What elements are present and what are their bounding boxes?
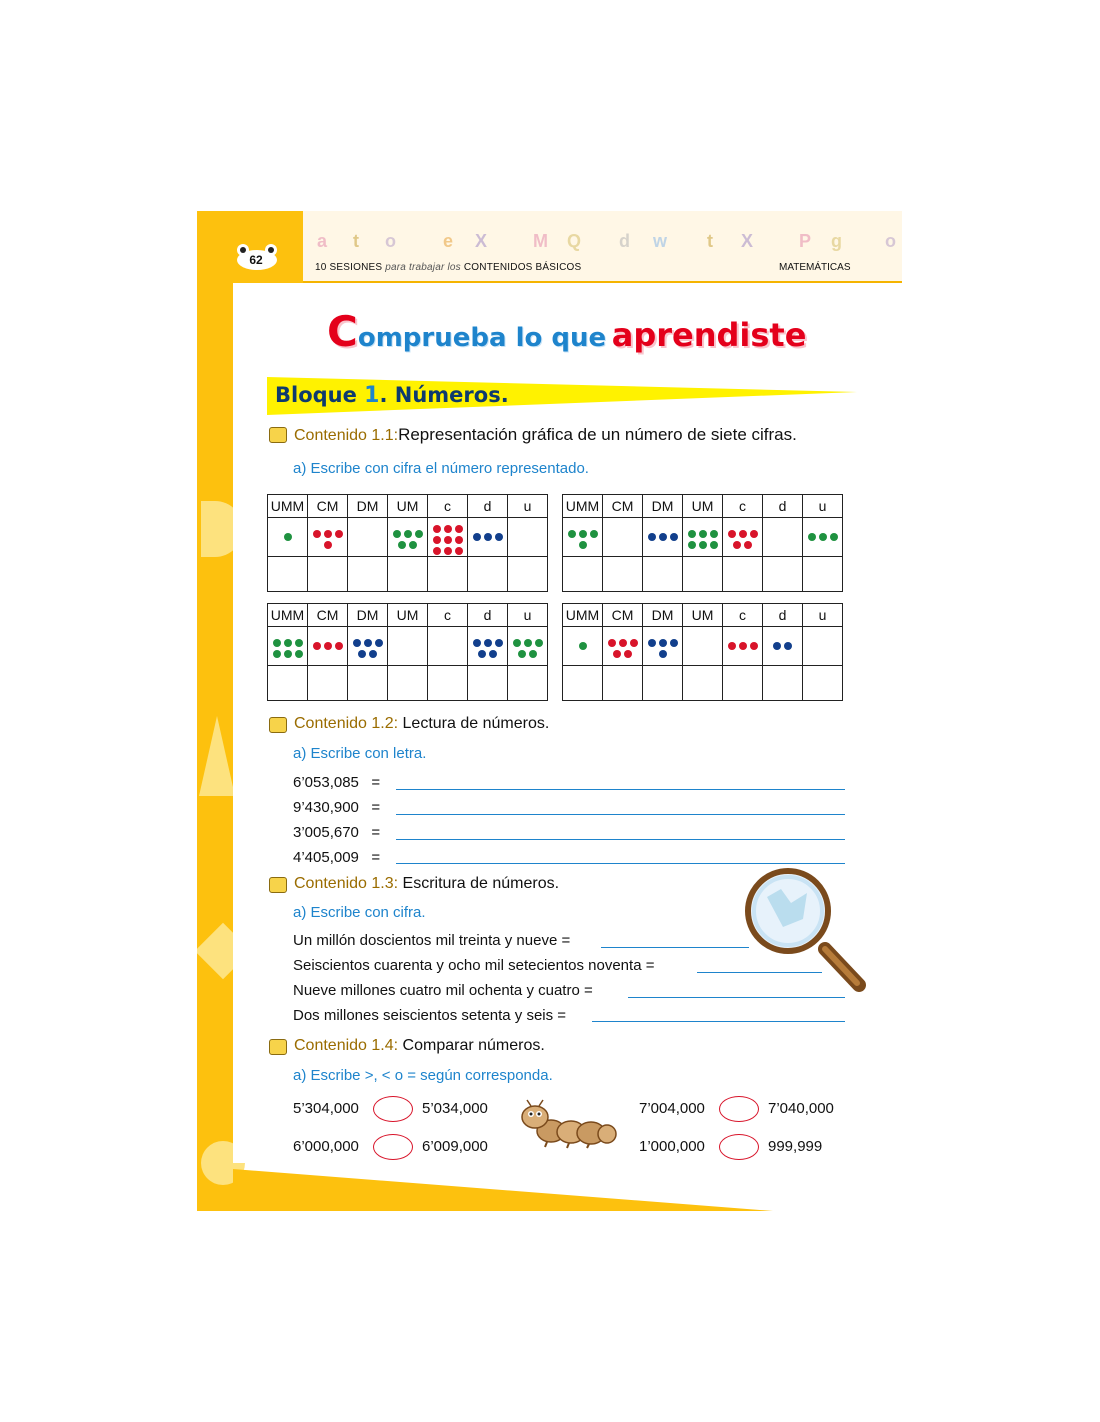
place-value-header: u — [803, 495, 843, 518]
counter-dot — [444, 536, 452, 544]
magnifying-glass-icon — [745, 863, 867, 993]
dot-group — [511, 639, 545, 658]
counter-dot — [369, 650, 377, 658]
title-middle: omprueba lo que — [357, 323, 607, 353]
dot-cell — [763, 518, 803, 557]
content-box-icon — [269, 1039, 287, 1055]
place-value-header: UMM — [268, 604, 308, 627]
content-box-icon — [269, 717, 287, 733]
counter-dot — [335, 530, 343, 538]
dot-cell — [388, 518, 428, 557]
counter-dot — [830, 533, 838, 541]
dot-group — [773, 642, 792, 650]
dot-cell — [603, 518, 643, 557]
digit-answer-cell[interactable] — [763, 557, 803, 592]
counter-dot — [358, 650, 366, 658]
counter-dot — [484, 639, 492, 647]
content-1-2-instruction: a) Escribe con letra. — [293, 745, 427, 762]
counter-dot — [364, 639, 372, 647]
dot-group — [579, 642, 587, 650]
counter-dot — [728, 530, 736, 538]
answer-line[interactable] — [592, 1021, 845, 1022]
counter-dot — [273, 639, 281, 647]
digit-answer-cell[interactable] — [603, 666, 643, 701]
place-value-header: UMM — [563, 495, 603, 518]
dot-cell — [268, 627, 308, 666]
decorative-letter: X — [475, 231, 488, 251]
answer-line[interactable] — [396, 839, 845, 840]
counter-dot — [659, 650, 667, 658]
counter-dot — [495, 533, 503, 541]
counter-dot — [744, 541, 752, 549]
writing-row: Dos millones seiscientos setenta y seis = — [293, 1007, 567, 1024]
place-value-header: UMM — [268, 495, 308, 518]
dot-group — [471, 639, 505, 658]
bottom-yellow-wedge — [233, 1169, 773, 1211]
decorative-letter: P — [799, 231, 812, 251]
band-triangle-shape — [199, 716, 235, 796]
place-value-header: u — [803, 604, 843, 627]
writing-row: Seiscientos cuarenta y ocho mil setecientos noventa = — [293, 957, 655, 974]
counter-dot — [489, 650, 497, 658]
caterpillar-icon — [521, 1099, 617, 1149]
content-box-icon — [269, 877, 287, 893]
content-1-3-description: Escritura de números. — [402, 875, 560, 892]
counter-dot — [659, 639, 667, 647]
compare-left-number: 6’000,000 — [293, 1138, 359, 1155]
counter-dot — [324, 642, 332, 650]
counter-dot — [699, 541, 707, 549]
dot-cell — [428, 518, 468, 557]
dot-cell — [803, 627, 843, 666]
digit-answer-cell[interactable] — [723, 666, 763, 701]
dot-group — [431, 525, 465, 555]
content-1-4-heading — [294, 1037, 545, 1055]
counter-dot — [535, 639, 543, 647]
counter-dot — [393, 530, 401, 538]
dot-cell — [348, 627, 388, 666]
counter-dot — [579, 642, 587, 650]
dot-cell — [268, 518, 308, 557]
dot-cell — [308, 627, 348, 666]
counter-dot — [433, 536, 441, 544]
bloque-number: 1 — [364, 383, 380, 408]
decorative-letter: t — [353, 231, 359, 251]
digit-answer-cell[interactable] — [563, 557, 603, 592]
digit-answer-cell[interactable] — [388, 557, 428, 592]
worksheet-page — [197, 211, 902, 1211]
counter-dot — [433, 525, 441, 533]
dot-cell — [723, 627, 763, 666]
counter-dot — [739, 530, 747, 538]
place-value-header: CM — [603, 604, 643, 627]
header-title-connector: para trabajar los — [385, 262, 461, 273]
counter-dot — [353, 639, 361, 647]
place-value-table — [562, 494, 843, 592]
counter-dot — [648, 533, 656, 541]
counter-dot — [688, 530, 696, 538]
place-value-header: UM — [683, 495, 723, 518]
counter-dot — [710, 530, 718, 538]
compare-left-number: 7’004,000 — [639, 1100, 705, 1117]
dot-cell — [388, 627, 428, 666]
dot-cell — [468, 627, 508, 666]
content-1-4-description: Comparar números. — [402, 1037, 545, 1054]
content-box-icon — [269, 427, 287, 443]
counter-dot — [284, 639, 292, 647]
digit-answer-cell[interactable] — [563, 666, 603, 701]
counter-dot — [648, 639, 656, 647]
counter-dot — [613, 650, 621, 658]
counter-dot — [478, 650, 486, 658]
place-value-header: UM — [388, 604, 428, 627]
counter-dot — [524, 639, 532, 647]
digit-answer-cell[interactable] — [268, 666, 308, 701]
counter-dot — [324, 541, 332, 549]
digit-answer-cell[interactable] — [268, 557, 308, 592]
digit-answer-cell[interactable] — [803, 666, 843, 701]
compare-left-number: 1’000,000 — [639, 1138, 705, 1155]
content-1-3-label: Contenido 1.3: — [294, 875, 399, 892]
header-title-contents: CONTENIDOS BÁSICOS — [463, 262, 582, 273]
counter-dot — [313, 642, 321, 650]
content-1-2-description: Lectura de números. — [402, 715, 550, 732]
content-1-2-label: Contenido 1.2: — [294, 715, 399, 732]
place-value-header: CM — [308, 604, 348, 627]
content-1-1-heading — [294, 425, 797, 445]
counter-dot — [773, 642, 781, 650]
counter-dot — [284, 650, 292, 658]
counter-dot — [529, 650, 537, 658]
equals-sign: = — [371, 774, 381, 791]
counter-dot — [473, 533, 481, 541]
place-value-header: c — [428, 604, 468, 627]
content-1-3-instruction: a) Escribe con cifra. — [293, 904, 426, 921]
counter-dot — [375, 639, 383, 647]
answer-line[interactable] — [601, 947, 749, 948]
place-value-header: c — [723, 495, 763, 518]
counter-dot — [324, 530, 332, 538]
digit-answer-cell[interactable] — [683, 557, 723, 592]
digit-answer-cell[interactable] — [508, 557, 548, 592]
answer-line[interactable] — [628, 997, 845, 998]
content-1-3-heading — [294, 875, 559, 893]
main-title — [327, 307, 807, 356]
content-1-4-label: Contenido 1.4: — [294, 1037, 399, 1054]
dot-cell — [683, 627, 723, 666]
place-value-header: DM — [348, 495, 388, 518]
dot-group — [473, 533, 503, 541]
place-value-table — [267, 603, 548, 701]
counter-dot — [670, 639, 678, 647]
dot-group — [313, 642, 343, 650]
dot-cell — [563, 518, 603, 557]
digit-answer-cell[interactable] — [723, 557, 763, 592]
place-value-header: d — [763, 495, 803, 518]
dot-group — [284, 533, 292, 541]
decorative-letter: d — [619, 231, 630, 251]
compare-answer-oval[interactable] — [719, 1096, 759, 1122]
counter-dot — [728, 642, 736, 650]
dot-cell — [508, 627, 548, 666]
dot-group — [808, 533, 838, 541]
dot-cell — [643, 518, 683, 557]
counter-dot — [295, 639, 303, 647]
place-value-table — [267, 494, 548, 592]
digit-answer-cell[interactable] — [763, 666, 803, 701]
header-title-sessions: 10 SESIONES — [315, 262, 383, 273]
compare-answer-oval[interactable] — [373, 1134, 413, 1160]
counter-dot — [273, 650, 281, 658]
reading-number: 4’405,009 — [293, 849, 359, 866]
dot-cell — [683, 518, 723, 557]
equals-sign: = — [371, 799, 381, 816]
counter-dot — [784, 642, 792, 650]
header-title — [315, 262, 581, 273]
counter-dot — [579, 541, 587, 549]
reading-row — [293, 824, 380, 841]
content-1-2-heading — [294, 715, 549, 733]
decorative-letter: e — [443, 231, 454, 251]
writing-row: Nueve millones cuatro mil ochenta y cuatro = — [293, 982, 593, 999]
bloque-heading — [275, 383, 509, 408]
counter-dot — [513, 639, 521, 647]
equals-sign: = — [371, 824, 381, 841]
dot-cell — [508, 518, 548, 557]
counter-dot — [484, 533, 492, 541]
digit-answer-cell[interactable] — [348, 666, 388, 701]
bloque-topic: . Números. — [379, 383, 509, 407]
content-1-1-label: Contenido 1.1: — [294, 427, 399, 444]
place-value-header: DM — [348, 604, 388, 627]
reading-row — [293, 849, 380, 866]
counter-dot — [733, 541, 741, 549]
counter-dot — [444, 547, 452, 555]
counter-dot — [455, 525, 463, 533]
dot-cell — [348, 518, 388, 557]
title-end: aprendiste — [611, 316, 807, 354]
dot-cell — [308, 518, 348, 557]
dot-group — [726, 530, 760, 549]
dot-cell — [803, 518, 843, 557]
digit-answer-cell[interactable] — [643, 557, 683, 592]
dot-group — [606, 639, 640, 658]
counter-dot — [415, 530, 423, 538]
counter-dot — [739, 642, 747, 650]
counter-dot — [518, 650, 526, 658]
counter-dot — [590, 530, 598, 538]
digit-answer-cell[interactable] — [428, 557, 468, 592]
counter-dot — [473, 639, 481, 647]
content-1-1-description: Representación gráfica de un número de siete cifras. — [398, 425, 797, 444]
counter-dot — [335, 642, 343, 650]
dot-group — [311, 530, 345, 549]
decorative-letter: g — [831, 231, 842, 251]
place-value-table — [562, 603, 843, 701]
digit-answer-cell[interactable] — [803, 557, 843, 592]
counter-dot — [568, 530, 576, 538]
place-value-header: u — [508, 604, 548, 627]
decorative-letter: w — [653, 231, 668, 251]
writing-row: Un millón doscientos mil treinta y nueve = — [293, 932, 571, 949]
counter-dot — [699, 530, 707, 538]
left-yellow-band — [197, 211, 233, 1211]
equals-sign: = — [371, 849, 381, 866]
counter-dot — [455, 547, 463, 555]
digit-answer-cell[interactable] — [308, 666, 348, 701]
dot-cell — [643, 627, 683, 666]
counter-dot — [404, 530, 412, 538]
answer-line[interactable] — [396, 814, 845, 815]
counter-dot — [444, 525, 452, 533]
counter-dot — [624, 650, 632, 658]
dot-group — [648, 533, 678, 541]
digit-answer-cell[interactable] — [603, 557, 643, 592]
counter-dot — [495, 639, 503, 647]
decorative-letter: o — [385, 231, 396, 251]
digit-answer-cell[interactable] — [308, 557, 348, 592]
digit-answer-cell[interactable] — [468, 666, 508, 701]
counter-dot — [295, 650, 303, 658]
reading-number: 9’430,900 — [293, 799, 359, 816]
dot-cell — [428, 627, 468, 666]
dot-group — [351, 639, 385, 658]
dot-group — [686, 530, 720, 549]
dot-group — [391, 530, 425, 549]
counter-dot — [409, 541, 417, 549]
counter-dot — [433, 547, 441, 555]
compare-right-number: 6’009,000 — [422, 1138, 488, 1155]
place-value-header: d — [468, 495, 508, 518]
dot-group — [271, 639, 305, 658]
counter-dot — [750, 642, 758, 650]
decorative-letter: Q — [567, 231, 582, 251]
counter-dot — [659, 533, 667, 541]
digit-answer-cell[interactable] — [388, 666, 428, 701]
dot-group — [646, 639, 680, 658]
reading-row — [293, 774, 380, 791]
bloque-label: Bloque — [275, 383, 357, 407]
counter-dot — [688, 541, 696, 549]
counter-dot — [710, 541, 718, 549]
place-value-header: CM — [308, 495, 348, 518]
dot-cell — [563, 627, 603, 666]
reading-row — [293, 799, 380, 816]
title-initial: C — [327, 307, 358, 356]
digit-answer-cell[interactable] — [508, 666, 548, 701]
reading-number: 6’053,085 — [293, 774, 359, 791]
decorative-letter: t — [707, 231, 713, 251]
digit-answer-cell[interactable] — [468, 557, 508, 592]
dot-group — [728, 642, 758, 650]
content-1-1-instruction: a) Escribe con cifra el número representado. — [293, 460, 589, 477]
decorative-letter: M — [533, 231, 548, 251]
counter-dot — [398, 541, 406, 549]
dot-group — [566, 530, 600, 549]
place-value-header: d — [763, 604, 803, 627]
place-value-header: c — [723, 604, 763, 627]
reading-number: 3’005,670 — [293, 824, 359, 841]
counter-dot — [750, 530, 758, 538]
compare-right-number: 7’040,000 — [768, 1100, 834, 1117]
place-value-header: UM — [683, 604, 723, 627]
digit-answer-cell[interactable] — [348, 557, 388, 592]
counter-dot — [630, 639, 638, 647]
decorative-letter: X — [741, 231, 754, 251]
digit-answer-cell[interactable] — [428, 666, 468, 701]
counter-dot — [455, 536, 463, 544]
compare-right-number: 999,999 — [768, 1138, 823, 1155]
counter-dot — [313, 530, 321, 538]
answer-line[interactable] — [396, 789, 845, 790]
digit-answer-cell[interactable] — [683, 666, 723, 701]
compare-left-number: 5’304,000 — [293, 1100, 359, 1117]
place-value-header: DM — [643, 495, 683, 518]
content-1-4-instruction: a) Escribe >, < o = según corresponda. — [293, 1067, 553, 1084]
dot-cell — [603, 627, 643, 666]
compare-answer-oval[interactable] — [719, 1134, 759, 1160]
place-value-header: CM — [603, 495, 643, 518]
place-value-header: UM — [388, 495, 428, 518]
counter-dot — [284, 533, 292, 541]
compare-answer-oval[interactable] — [373, 1096, 413, 1122]
counter-dot — [808, 533, 816, 541]
place-value-header: DM — [643, 604, 683, 627]
counter-dot — [819, 533, 827, 541]
page-number: 62 — [249, 253, 263, 267]
place-value-header: c — [428, 495, 468, 518]
dot-cell — [723, 518, 763, 557]
decorative-letter: o — [885, 231, 896, 251]
place-value-header: UMM — [563, 604, 603, 627]
counter-dot — [670, 533, 678, 541]
counter-dot — [579, 530, 587, 538]
decorative-letter: a — [317, 231, 328, 251]
counter-dot — [619, 639, 627, 647]
dot-cell — [763, 627, 803, 666]
place-value-header: d — [468, 604, 508, 627]
header-subject: MATEMÁTICAS — [779, 262, 851, 273]
compare-right-number: 5’034,000 — [422, 1100, 488, 1117]
dot-cell — [468, 518, 508, 557]
counter-dot — [608, 639, 616, 647]
place-value-header: u — [508, 495, 548, 518]
digit-answer-cell[interactable] — [643, 666, 683, 701]
